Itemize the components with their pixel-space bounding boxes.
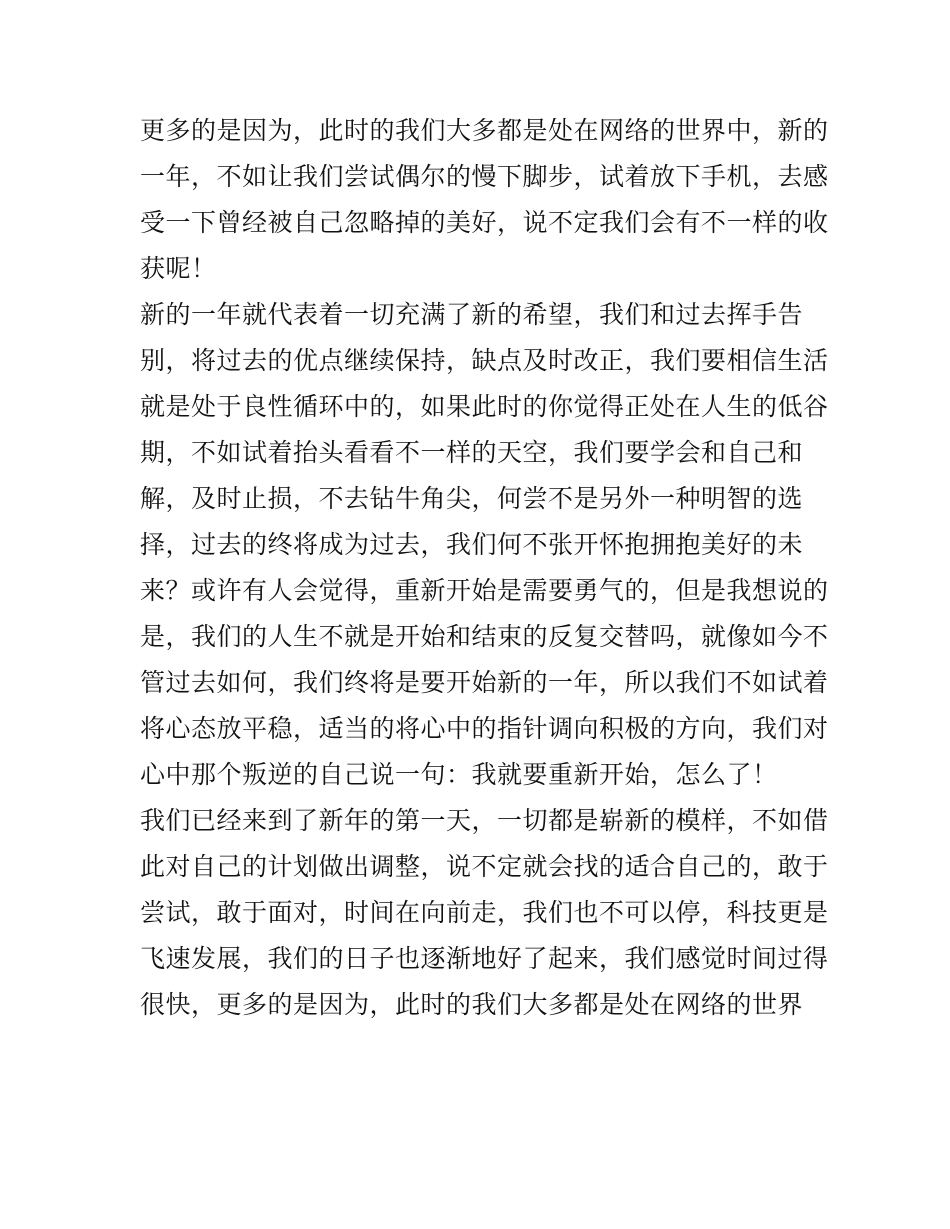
text-line: 一年，不如让我们尝试偶尔的慢下脚步，试着放下手机，去感	[140, 162, 829, 191]
text-line: 飞速发展，我们的日子也逐渐地好了起来，我们感觉时间过得	[140, 944, 829, 973]
text-line: 更多的是因为，此时的我们大多都是处在网络的世界中，新的	[140, 116, 829, 145]
text-line: 别，将过去的优点继续保持，缺点及时改正，我们要相信生活	[140, 346, 829, 375]
text-line: 获呢！	[140, 254, 217, 283]
text-line: 此对自己的计划做出调整，说不定就会找的适合自己的，敢于	[140, 852, 829, 881]
text-line: 尝试，敢于面对，时间在向前走，我们也不可以停，科技更是	[140, 898, 829, 927]
body-text	[140, 108, 829, 1028]
text-line: 受一下曾经被自己忽略掉的美好，说不定我们会有不一样的收	[140, 208, 829, 237]
text-line: 心中那个叛逆的自己说一句：我就要重新开始，怎么了！	[140, 760, 778, 789]
text-line: 是，我们的人生不就是开始和结束的反复交替吗，就像如今不	[140, 622, 829, 651]
text-line: 新的一年就代表着一切充满了新的希望，我们和过去挥手告	[140, 300, 804, 329]
text-line: 将心态放平稳，适当的将心中的指针调向积极的方向，我们对	[140, 714, 829, 743]
text-line: 解，及时止损，不去钻牛角尖，何尝不是另外一种明智的选	[140, 484, 804, 513]
text-line: 我们已经来到了新年的第一天，一切都是崭新的模样，不如借	[140, 806, 829, 835]
text-line: 择，过去的终将成为过去，我们何不张开怀抱拥抱美好的未	[140, 530, 804, 559]
text-line: 来？或许有人会觉得，重新开始是需要勇气的，但是我想说的	[140, 576, 829, 605]
text-line: 期，不如试着抬头看看不一样的天空，我们要学会和自己和	[140, 438, 804, 467]
text-line: 就是处于良性循环中的，如果此时的你觉得正处在人生的低谷	[140, 392, 829, 421]
text-line: 很快，更多的是因为，此时的我们大多都是处在网络的世界	[140, 990, 804, 1019]
text-line: 管过去如何，我们终将是要开始新的一年，所以我们不如试着	[140, 668, 829, 697]
